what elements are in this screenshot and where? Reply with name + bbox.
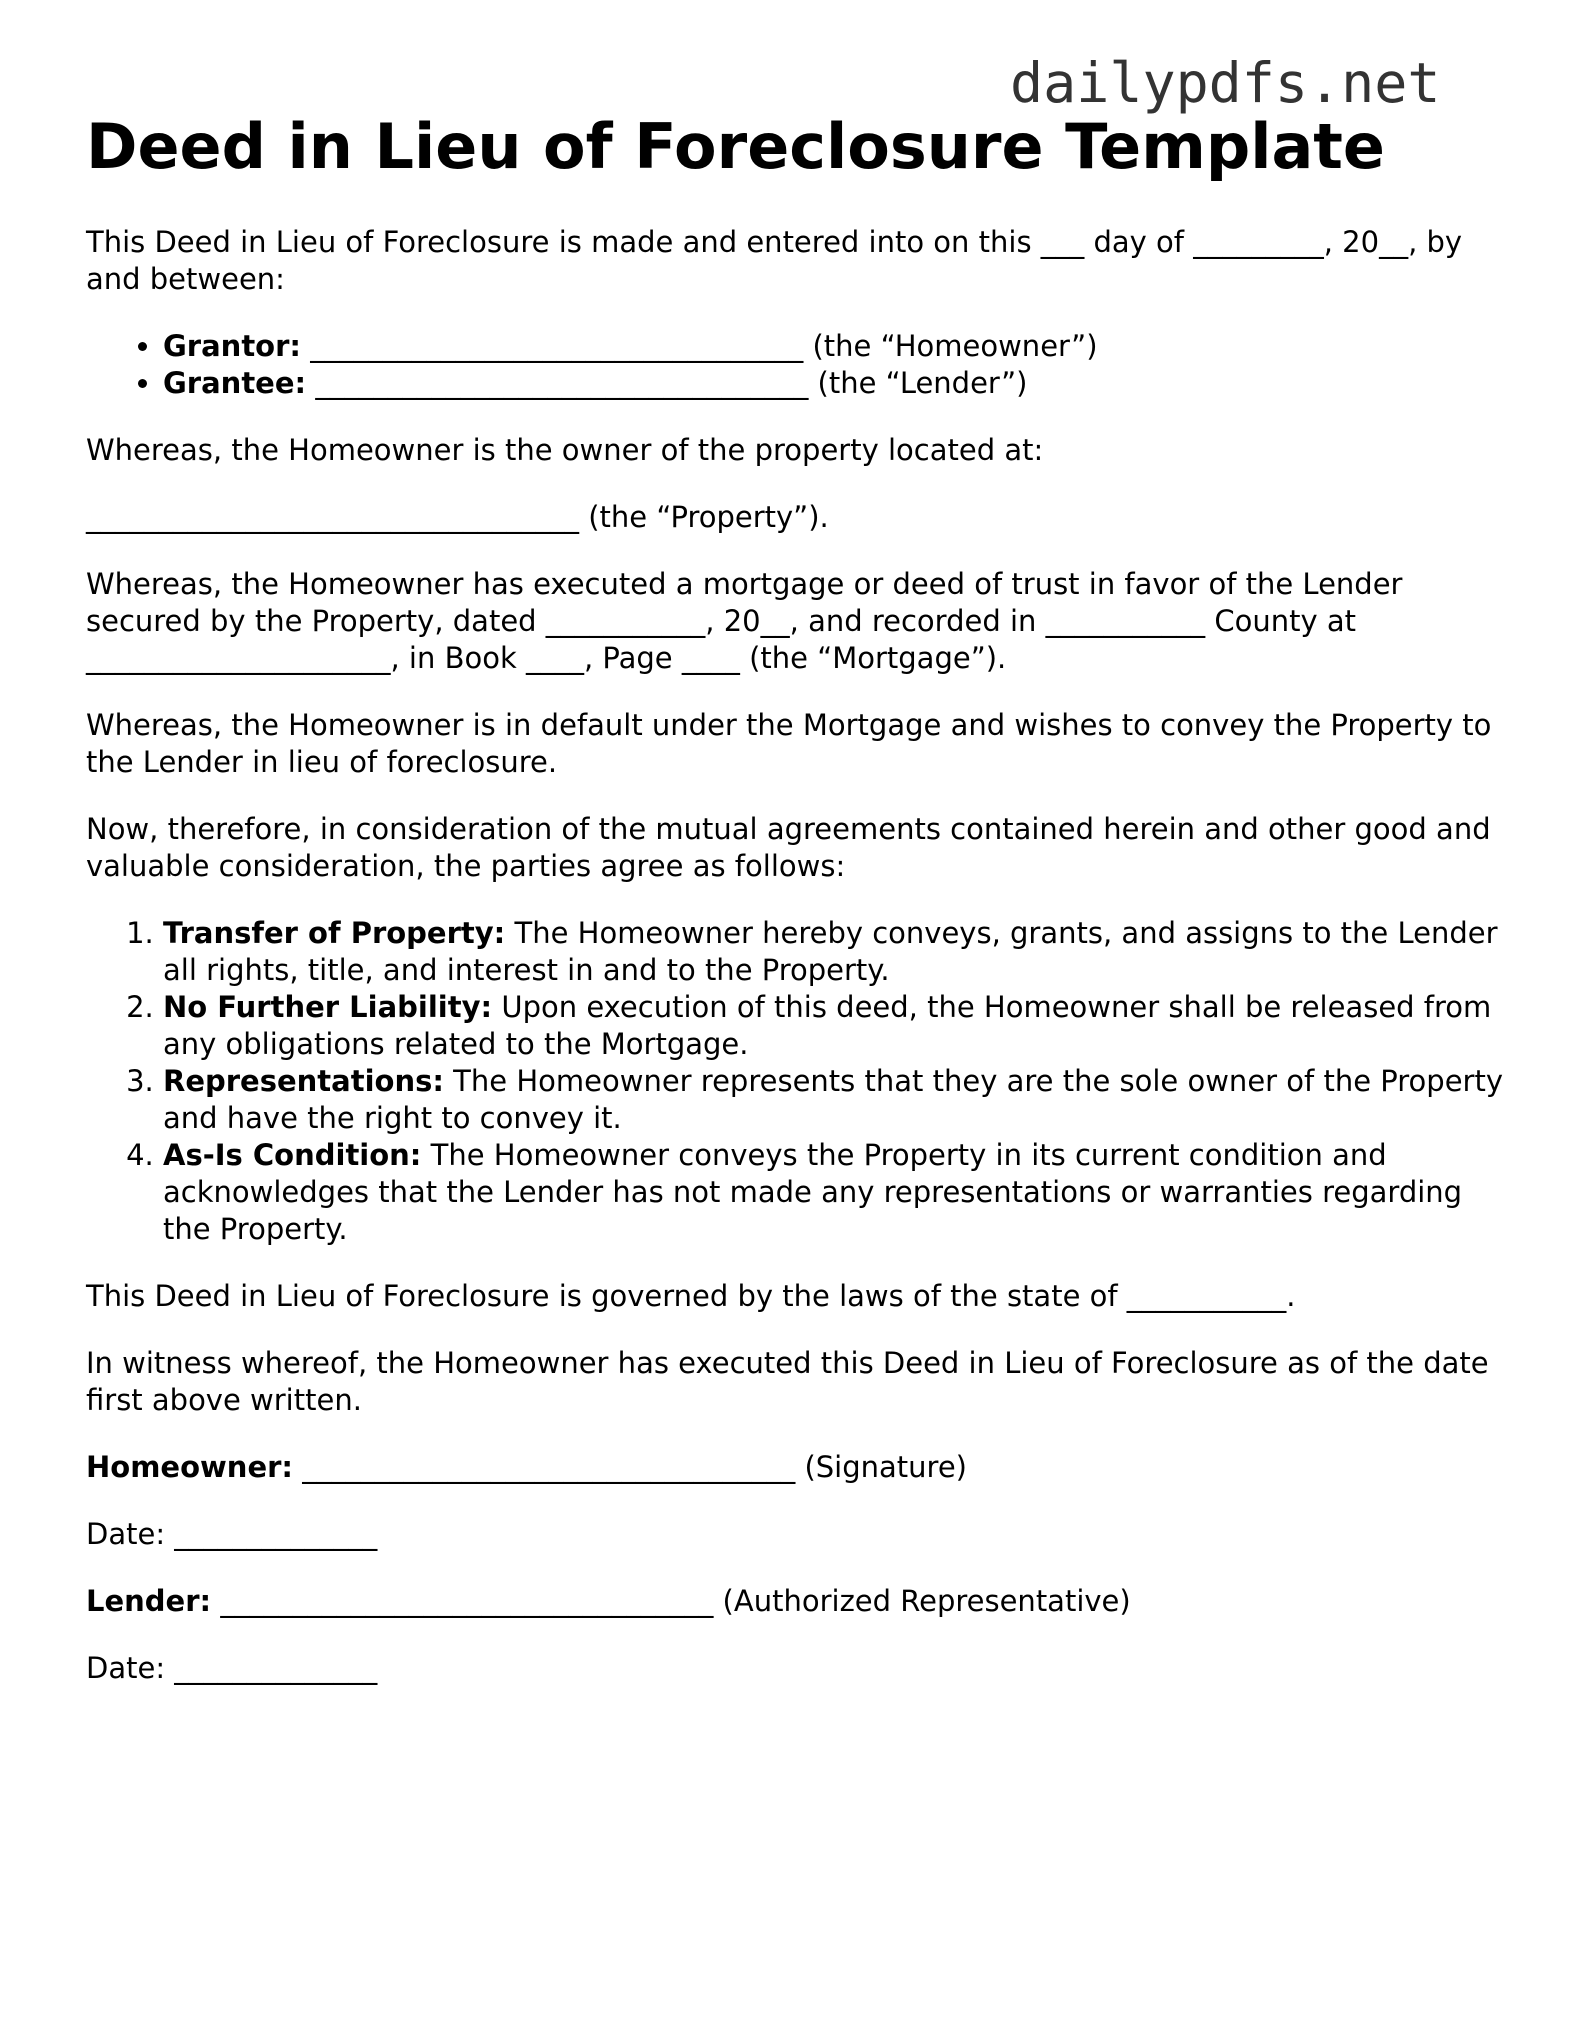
term-label: No Further Liability: bbox=[163, 990, 493, 1024]
watermark: dailypdfs.net bbox=[1010, 51, 1441, 115]
whereas-default-paragraph: Whereas, the Homeowner is in default under the Mortgage and wishes to convey the Property to the Lender in lieu of foreclosure. bbox=[86, 708, 1492, 779]
now-therefore-paragraph: Now, therefore, in consideration of the mutual agreements contained herein and other good and valuable consideration, the parties agree as follows: bbox=[86, 812, 1491, 883]
term-label: As-Is Condition: bbox=[163, 1138, 422, 1172]
lender-signature-line bbox=[86, 1583, 1506, 1620]
grantee-label: Grantee: bbox=[163, 366, 307, 400]
lender-date-line: Date: ______________ bbox=[86, 1651, 378, 1685]
grantor-field: __________________________________ (the “Homeowner”) bbox=[301, 329, 1098, 363]
whereas-mortgage-paragraph: Whereas, the Homeowner has executed a mortgage or deed of trust in favor of the Lender secured by the Property, dated ___________, 20__, and recorded in ___________ County at _____________________, in Book ____, Page ____ (the “Mortgage”). bbox=[86, 567, 1403, 675]
lender-signature-field: __________________________________ (Authorized Representative) bbox=[211, 1584, 1131, 1618]
whereas-owner-paragraph: Whereas, the Homeowner is the owner of the property located at: bbox=[86, 433, 1044, 467]
term-text: The Homeowner represents that they are the sole owner of the Property and have the right to convey it. bbox=[163, 1064, 1503, 1135]
terms-list bbox=[86, 915, 1506, 1248]
term-item bbox=[163, 915, 1506, 989]
parties-list bbox=[86, 328, 1506, 402]
page-title: Deed in Lieu of Foreclosure Template bbox=[86, 110, 1385, 183]
grantee-field: __________________________________ (the “Lender”) bbox=[306, 366, 1028, 400]
term-text: The Homeowner hereby conveys, grants, and assigns to the Lender all rights, title, and interest in and to the Property. bbox=[163, 916, 1498, 987]
governing-law-paragraph: This Deed in Lieu of Foreclosure is governed by the laws of the state of ___________. bbox=[86, 1279, 1296, 1313]
list-item-grantee bbox=[163, 365, 1506, 402]
intro-paragraph: This Deed in Lieu of Foreclosure is made and entered into on this ___ day of _________, 20__, by and between: bbox=[86, 225, 1463, 296]
term-text: Upon execution of this deed, the Homeowner shall be released from any obligations related to the Mortgage. bbox=[163, 990, 1492, 1061]
list-item-grantor bbox=[163, 328, 1506, 365]
homeowner-date-line: Date: ______________ bbox=[86, 1517, 378, 1551]
term-label: Representations: bbox=[163, 1064, 444, 1098]
document-page bbox=[86, 108, 1506, 1687]
homeowner-label: Homeowner: bbox=[86, 1450, 294, 1484]
grantor-label: Grantor: bbox=[163, 329, 302, 363]
term-item bbox=[163, 1063, 1506, 1137]
homeowner-signature-field: __________________________________ (Signature) bbox=[293, 1450, 967, 1484]
homeowner-signature-line bbox=[86, 1449, 1506, 1486]
witness-paragraph: In witness whereof, the Homeowner has executed this Deed in Lieu of Foreclosure as of the date first above written. bbox=[86, 1346, 1489, 1417]
term-label: Transfer of Property: bbox=[163, 916, 506, 950]
property-address-line: __________________________________ (the “Property”). bbox=[86, 500, 829, 534]
term-item bbox=[163, 1137, 1506, 1248]
term-text: The Homeowner conveys the Property in its current condition and acknowledges that the Lender has not made any representations or warranties regarding the Property. bbox=[163, 1138, 1463, 1246]
term-item bbox=[163, 989, 1506, 1063]
lender-label: Lender: bbox=[86, 1584, 212, 1618]
